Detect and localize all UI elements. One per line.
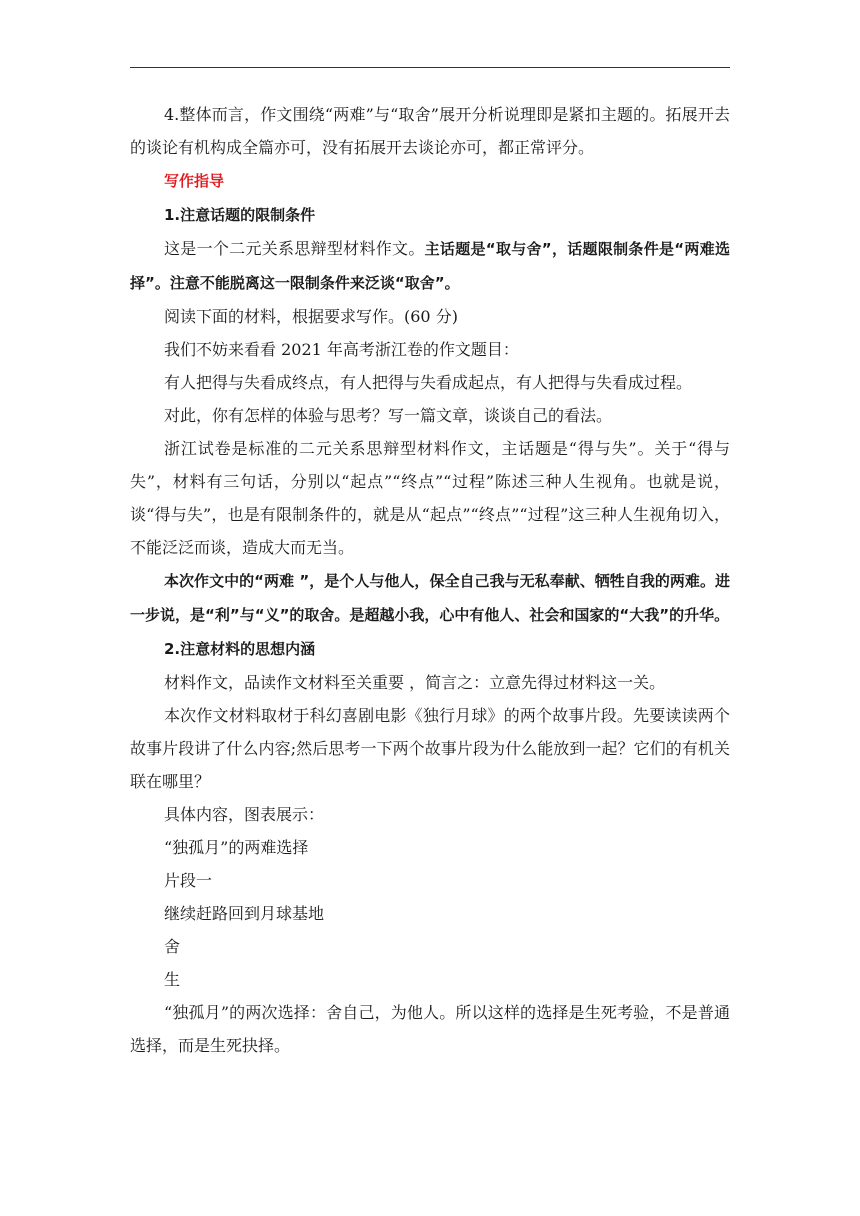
heading-material-meaning-text: 2.注意材料的思想内涵: [164, 640, 316, 658]
document-body: [130, 98, 730, 1062]
paragraph-film-source: 本次作文材料取材于科幻喜剧电影《独行月球》的两个故事片段。先要读读两个故事片段讲了什么内容;然后思考一下两个故事片段为什么能放到一起？它们的有机关联在哪里？: [130, 706, 730, 791]
paragraph-material-importance: 材料作文，品读作文材料至关重要 ，简言之：立意先得过材料这一关。: [164, 673, 666, 692]
paragraph-scoring-note: 4.整体而言，作文围绕“两难”与“取舍”展开分析说理即是紧扣主题的。拓展开去的谈论有机构成全篇亦可，没有拓展开去谈论亦可，都正常评分。: [130, 105, 730, 157]
paragraph-topic-type-bold: 主话题是“取与舍”，话题限制条件是“两难选择”。注意不能脱离这一限制条件来泛谈“取舍”。: [130, 240, 730, 292]
heading-topic-limits: [130, 198, 730, 232]
chart-label-dilemma: “独孤月”的两难选择: [164, 838, 309, 857]
heading-topic-limits-text: 1.注意话题的限制条件: [164, 206, 316, 224]
chart-label-segment-one: 片段一: [164, 871, 213, 890]
chart-label-life: 生: [164, 970, 181, 989]
paragraph-two-choices: “独孤月”的两次选择：舍自己，为他人。所以这样的选择是生死考验，不是普通选择，而是生死抉择。: [130, 1003, 730, 1055]
paragraph-dilemma-summary: [130, 564, 730, 632]
paragraph-dilemma-summary-text: 本次作文中的“两难 ”，是个人与他人，保全自己我与无私奉献、牺牲自我的两难。进一步说，是“利”与“义”的取舍。是超越小我，心中有他人、社会和国家的“大我”的升华。: [130, 572, 730, 624]
paragraph-instruction: 阅读下面的材料，根据要求写作。(60 分): [164, 307, 458, 326]
paragraph-topic-type-normal: 这是一个二元关系思辩型材料作文。: [164, 239, 425, 258]
heading-material-meaning: [130, 632, 730, 666]
paragraph-topic-type: [130, 232, 730, 300]
chart-label-give-up: 舍: [164, 937, 181, 956]
paragraph-chart-intro: 具体内容，图表展示：: [164, 805, 325, 824]
heading-writing-guide: [130, 164, 730, 198]
paragraph-zhejiang-analysis: 浙江试卷是标准的二元关系思辩型材料作文，主话题是“得与失”。关于“得与失”，材料有三句话，分别以“起点”“终点”“过程”陈述三种人生视角。也就是说，谈“得与失”，也是有限制条件的，就是从“起点”“终点”“过程”这三种人生视角切入，不能泛泛而谈，造成大而无当。: [130, 439, 730, 557]
heading-writing-guide-text: 写作指导: [164, 172, 225, 190]
paragraph-zhejiang-prompt: 有人把得与失看成终点，有人把得与失看成起点，有人把得与失看成过程。: [164, 373, 693, 392]
paragraph-zhejiang-intro: 我们不妨来看看 2021 年高考浙江卷的作文题目：: [164, 340, 519, 359]
header-rule: [130, 67, 730, 68]
chart-label-return-base: 继续赶路回到月球基地: [164, 904, 325, 923]
paragraph-zhejiang-question: 对此，你有怎样的体验与思考？写一篇文章，谈谈自己的看法。: [164, 406, 613, 425]
